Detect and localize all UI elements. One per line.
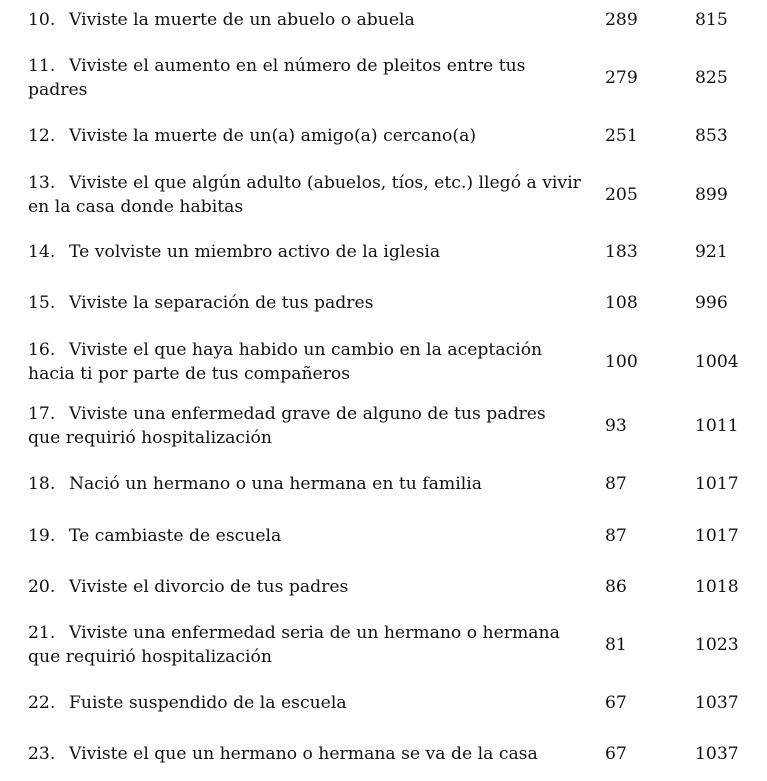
item-number: 15. bbox=[28, 293, 56, 313]
item-number: 21. bbox=[28, 623, 56, 643]
count-yes: 205 bbox=[605, 185, 638, 205]
item-label-line1: Fuiste suspendido de la escuela bbox=[69, 693, 347, 713]
item-text bbox=[28, 171, 593, 195]
item-number: 10. bbox=[28, 10, 56, 30]
item-text bbox=[28, 8, 593, 32]
count-yes: 67 bbox=[605, 744, 627, 764]
item-number: 18. bbox=[28, 474, 56, 494]
item-text bbox=[28, 291, 593, 315]
count-yes: 100 bbox=[605, 352, 638, 372]
count-no: 853 bbox=[695, 126, 728, 146]
count-no: 996 bbox=[695, 293, 728, 313]
item-text-continued bbox=[28, 78, 593, 102]
count-no: 1037 bbox=[695, 693, 739, 713]
count-yes: 86 bbox=[605, 577, 627, 597]
item-text-continued bbox=[28, 645, 593, 669]
item-number: 17. bbox=[28, 404, 56, 424]
item-label-line1: Viviste la separación de tus padres bbox=[69, 293, 374, 313]
item-label-line1: Viviste el que un hermano o hermana se va de la casa bbox=[69, 744, 538, 764]
item-text bbox=[28, 524, 593, 548]
item-label-line2: que requirió hospitalización bbox=[28, 647, 272, 667]
item-text bbox=[28, 124, 593, 148]
item-label-line1: Viviste el que algún adulto (abuelos, tíos, etc.) llegó a vivir bbox=[69, 173, 581, 193]
item-number: 16. bbox=[28, 340, 56, 360]
count-yes: 183 bbox=[605, 242, 638, 262]
item-label-line2: que requirió hospitalización bbox=[28, 428, 272, 448]
item-number: 11. bbox=[28, 56, 56, 76]
item-label-line1: Viviste una enfermedad seria de un hermano o hermana bbox=[69, 623, 560, 643]
item-text bbox=[28, 402, 593, 426]
count-no: 1017 bbox=[695, 526, 739, 546]
item-label-line1: Viviste la muerte de un(a) amigo(a) cercano(a) bbox=[69, 126, 477, 146]
count-yes: 279 bbox=[605, 68, 638, 88]
item-label-line1: Viviste el que haya habido un cambio en la aceptación bbox=[69, 340, 543, 360]
count-no: 1023 bbox=[695, 635, 739, 655]
item-label-line1: Viviste la muerte de un abuelo o abuela bbox=[69, 10, 415, 30]
item-label-line1: Te cambiaste de escuela bbox=[69, 526, 282, 546]
item-text bbox=[28, 621, 593, 645]
item-text bbox=[28, 575, 593, 599]
item-label-line2: hacia ti por parte de tus compañeros bbox=[28, 364, 351, 384]
item-label-line1: Viviste el aumento en el número de pleitos entre tus bbox=[69, 56, 526, 76]
item-label-line1: Nació un hermano o una hermana en tu familia bbox=[69, 474, 482, 494]
item-text bbox=[28, 691, 593, 715]
item-number: 22. bbox=[28, 693, 56, 713]
item-number: 12. bbox=[28, 126, 56, 146]
item-label-line1: Te volviste un miembro activo de la iglesia bbox=[69, 242, 441, 262]
item-text bbox=[28, 742, 593, 766]
item-label-line1: Viviste una enfermedad grave de alguno de tus padres bbox=[69, 404, 546, 424]
count-yes: 87 bbox=[605, 474, 627, 494]
count-no: 921 bbox=[695, 242, 728, 262]
count-yes: 108 bbox=[605, 293, 638, 313]
count-no: 899 bbox=[695, 185, 728, 205]
count-yes: 87 bbox=[605, 526, 627, 546]
item-label-line1: Viviste el divorcio de tus padres bbox=[69, 577, 349, 597]
item-number: 23. bbox=[28, 744, 56, 764]
item-text bbox=[28, 338, 593, 362]
count-no: 1017 bbox=[695, 474, 739, 494]
count-no: 1037 bbox=[695, 744, 739, 764]
item-number: 13. bbox=[28, 173, 56, 193]
item-text-continued bbox=[28, 362, 593, 386]
count-no: 1011 bbox=[695, 416, 739, 436]
count-no: 1004 bbox=[695, 352, 739, 372]
count-no: 1018 bbox=[695, 577, 739, 597]
count-yes: 251 bbox=[605, 126, 638, 146]
item-label-line2: en la casa donde habitas bbox=[28, 197, 244, 217]
item-text-continued bbox=[28, 195, 593, 219]
count-no: 815 bbox=[695, 10, 728, 30]
count-yes: 289 bbox=[605, 10, 638, 30]
item-number: 14. bbox=[28, 242, 56, 262]
item-number: 20. bbox=[28, 577, 56, 597]
item-text bbox=[28, 240, 593, 264]
item-text-continued bbox=[28, 426, 593, 450]
item-label-line2: padres bbox=[28, 80, 88, 100]
count-yes: 93 bbox=[605, 416, 627, 436]
count-yes: 81 bbox=[605, 635, 627, 655]
count-yes: 67 bbox=[605, 693, 627, 713]
item-number: 19. bbox=[28, 526, 56, 546]
item-text bbox=[28, 54, 593, 78]
count-no: 825 bbox=[695, 68, 728, 88]
item-text bbox=[28, 472, 593, 496]
